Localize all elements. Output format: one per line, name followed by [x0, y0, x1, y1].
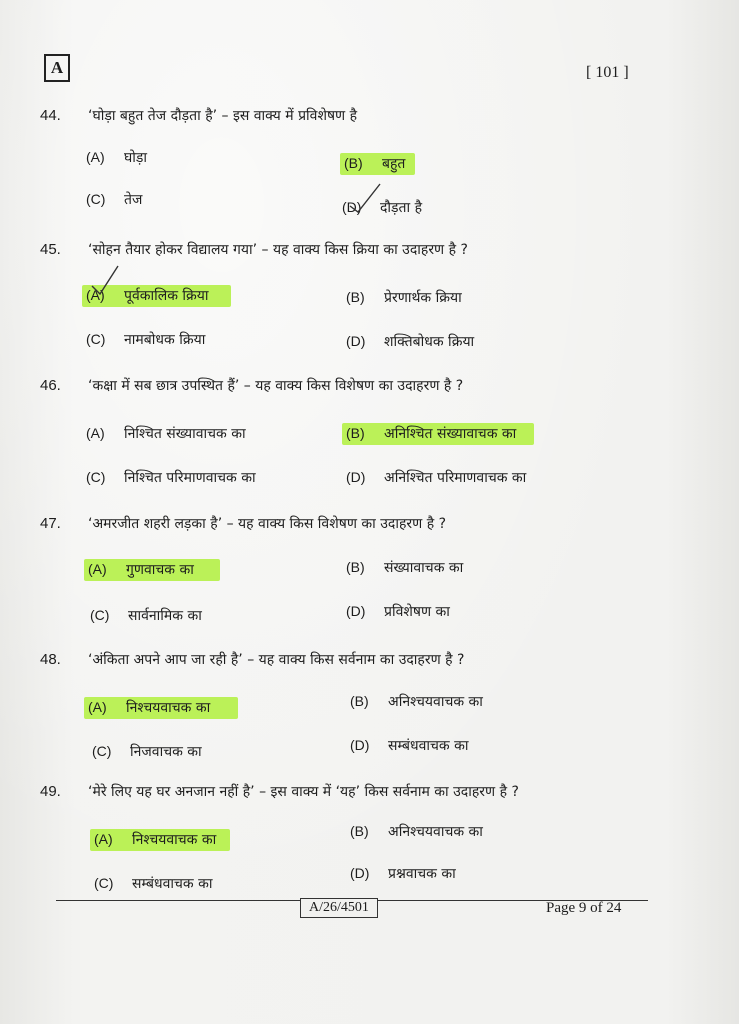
page-counter: Page 9 of 24 [546, 900, 622, 916]
option-49-d [350, 864, 456, 883]
option-label: (A) [86, 425, 105, 441]
option-label: (C) [86, 331, 106, 347]
page-number: [ 101 ] [586, 64, 629, 81]
option-text: सम्बंधवाचक का [132, 876, 213, 892]
option-text: गुणवाचक का [126, 562, 194, 578]
option-label: (C) [94, 875, 114, 891]
option-label: (B) [346, 559, 365, 575]
option-label: (D) [350, 737, 370, 753]
question-text: ‘सोहन तैयार होकर विद्यालय गया’ – यह वाक्य किस क्रिया का उदाहरण है ? [88, 242, 468, 258]
question-text: ‘अंकिता अपने आप जा रही है’ – यह वाक्य किस सर्वनाम का उदाहरण है ? [88, 652, 465, 668]
question-text: ‘अमरजीत शहरी लड़का है’ – यह वाक्य किस विशेषण का उदाहरण है ? [88, 516, 447, 532]
question-text: ‘कक्षा में सब छात्र उपस्थित हैं’ – यह वाक्य किस विशेषण का उदाहरण है ? [88, 378, 464, 394]
option-47-b [346, 558, 463, 577]
option-text: निश्चयवाचक का [132, 832, 217, 848]
option-text: घोड़ा [124, 150, 148, 166]
option-45-d [346, 332, 474, 351]
option-text: अनिश्चयवाचक का [388, 824, 483, 840]
question-number: 49. [40, 783, 61, 800]
option-label: (C) [90, 607, 110, 623]
option-48-a [84, 698, 238, 717]
option-49-b [350, 822, 483, 841]
option-48-c [92, 742, 202, 761]
option-49-a [90, 830, 230, 849]
option-text: निश्चित संख्यावाचक का [124, 426, 246, 442]
option-label: (A) [86, 287, 105, 303]
highlighted-answer [340, 153, 415, 175]
option-46-b [342, 424, 534, 443]
question-46 [40, 376, 463, 395]
option-label: (A) [88, 561, 107, 577]
question-number: 48. [40, 651, 61, 668]
option-label: (D) [346, 603, 366, 619]
option-label: (B) [346, 289, 365, 305]
option-49-c [94, 874, 213, 893]
highlighted-answer [84, 559, 220, 581]
option-label: (A) [88, 699, 107, 715]
option-44-b [340, 154, 415, 173]
option-text: अनिश्चित परिमाणवाचक का [384, 470, 527, 486]
option-text: प्रविशेषण का [384, 604, 450, 620]
highlighted-answer [90, 829, 230, 851]
paper-code: A/26/4501 [300, 898, 378, 918]
option-label: (C) [92, 743, 112, 759]
option-44-c [86, 190, 142, 209]
question-number: 44. [40, 107, 61, 124]
option-46-c [86, 468, 256, 487]
option-47-c [90, 606, 202, 625]
option-45-b [346, 288, 462, 307]
question-48 [40, 650, 464, 669]
option-46-d [346, 468, 526, 487]
option-text: प्रश्नवाचक का [388, 866, 456, 882]
question-44 [40, 106, 357, 125]
highlighted-answer [342, 423, 534, 445]
option-text: अनिश्चित संख्यावाचक का [384, 426, 517, 442]
option-label: (D) [350, 865, 370, 881]
option-45-c [86, 330, 205, 349]
option-text: तेज [124, 192, 143, 208]
option-46-a [86, 424, 246, 443]
question-text: ‘घोड़ा बहुत तेज दौड़ता है’ – इस वाक्य में प्रविशेषण है [88, 108, 358, 124]
option-label: (D) [342, 199, 362, 215]
option-text: निजवाचक का [130, 744, 202, 760]
highlighted-answer [84, 697, 238, 719]
option-text: सम्बंधवाचक का [388, 738, 469, 754]
option-label: (A) [86, 149, 105, 165]
option-label: (B) [346, 425, 365, 441]
question-49 [40, 782, 519, 801]
option-47-d [346, 602, 450, 621]
pen-tick-mark [88, 262, 128, 298]
option-label: (C) [86, 469, 106, 485]
option-text: अनिश्चयवाचक का [388, 694, 483, 710]
option-44-a [86, 148, 147, 167]
option-text: पूर्वकालिक क्रिया [124, 288, 209, 304]
option-text: संख्यावाचक का [384, 560, 464, 576]
option-text: सार्वनामिक का [128, 608, 202, 624]
question-number: 45. [40, 241, 61, 258]
option-text: निश्चित परिमाणवाचक का [124, 470, 256, 486]
option-text: दौड़ता है [380, 200, 423, 216]
option-label: (D) [346, 469, 366, 485]
set-label-box: A [44, 54, 70, 82]
option-text: शक्तिबोधक क्रिया [384, 334, 475, 350]
question-47 [40, 514, 446, 533]
option-48-d [350, 736, 469, 755]
question-number: 46. [40, 377, 61, 394]
option-text: नामबोधक क्रिया [124, 332, 206, 348]
option-label: (B) [344, 155, 363, 171]
option-text: निश्चयवाचक का [126, 700, 211, 716]
option-label: (A) [94, 831, 113, 847]
option-label: (C) [86, 191, 106, 207]
option-label: (B) [350, 823, 369, 839]
option-47-a [84, 560, 220, 579]
pen-tick-mark [346, 180, 386, 216]
question-number: 47. [40, 515, 61, 532]
option-label: (D) [346, 333, 366, 349]
option-label: (B) [350, 693, 369, 709]
question-text: ‘मेरे लिए यह घर अनजान नहीं है’ – इस वाक्य में ‘यह’ किस सर्वनाम का उदाहरण है ? [88, 784, 519, 800]
option-48-b [350, 692, 483, 711]
option-text: प्रेरणार्थक क्रिया [384, 290, 462, 306]
option-text: बहुत [382, 156, 406, 172]
question-45 [40, 240, 468, 259]
